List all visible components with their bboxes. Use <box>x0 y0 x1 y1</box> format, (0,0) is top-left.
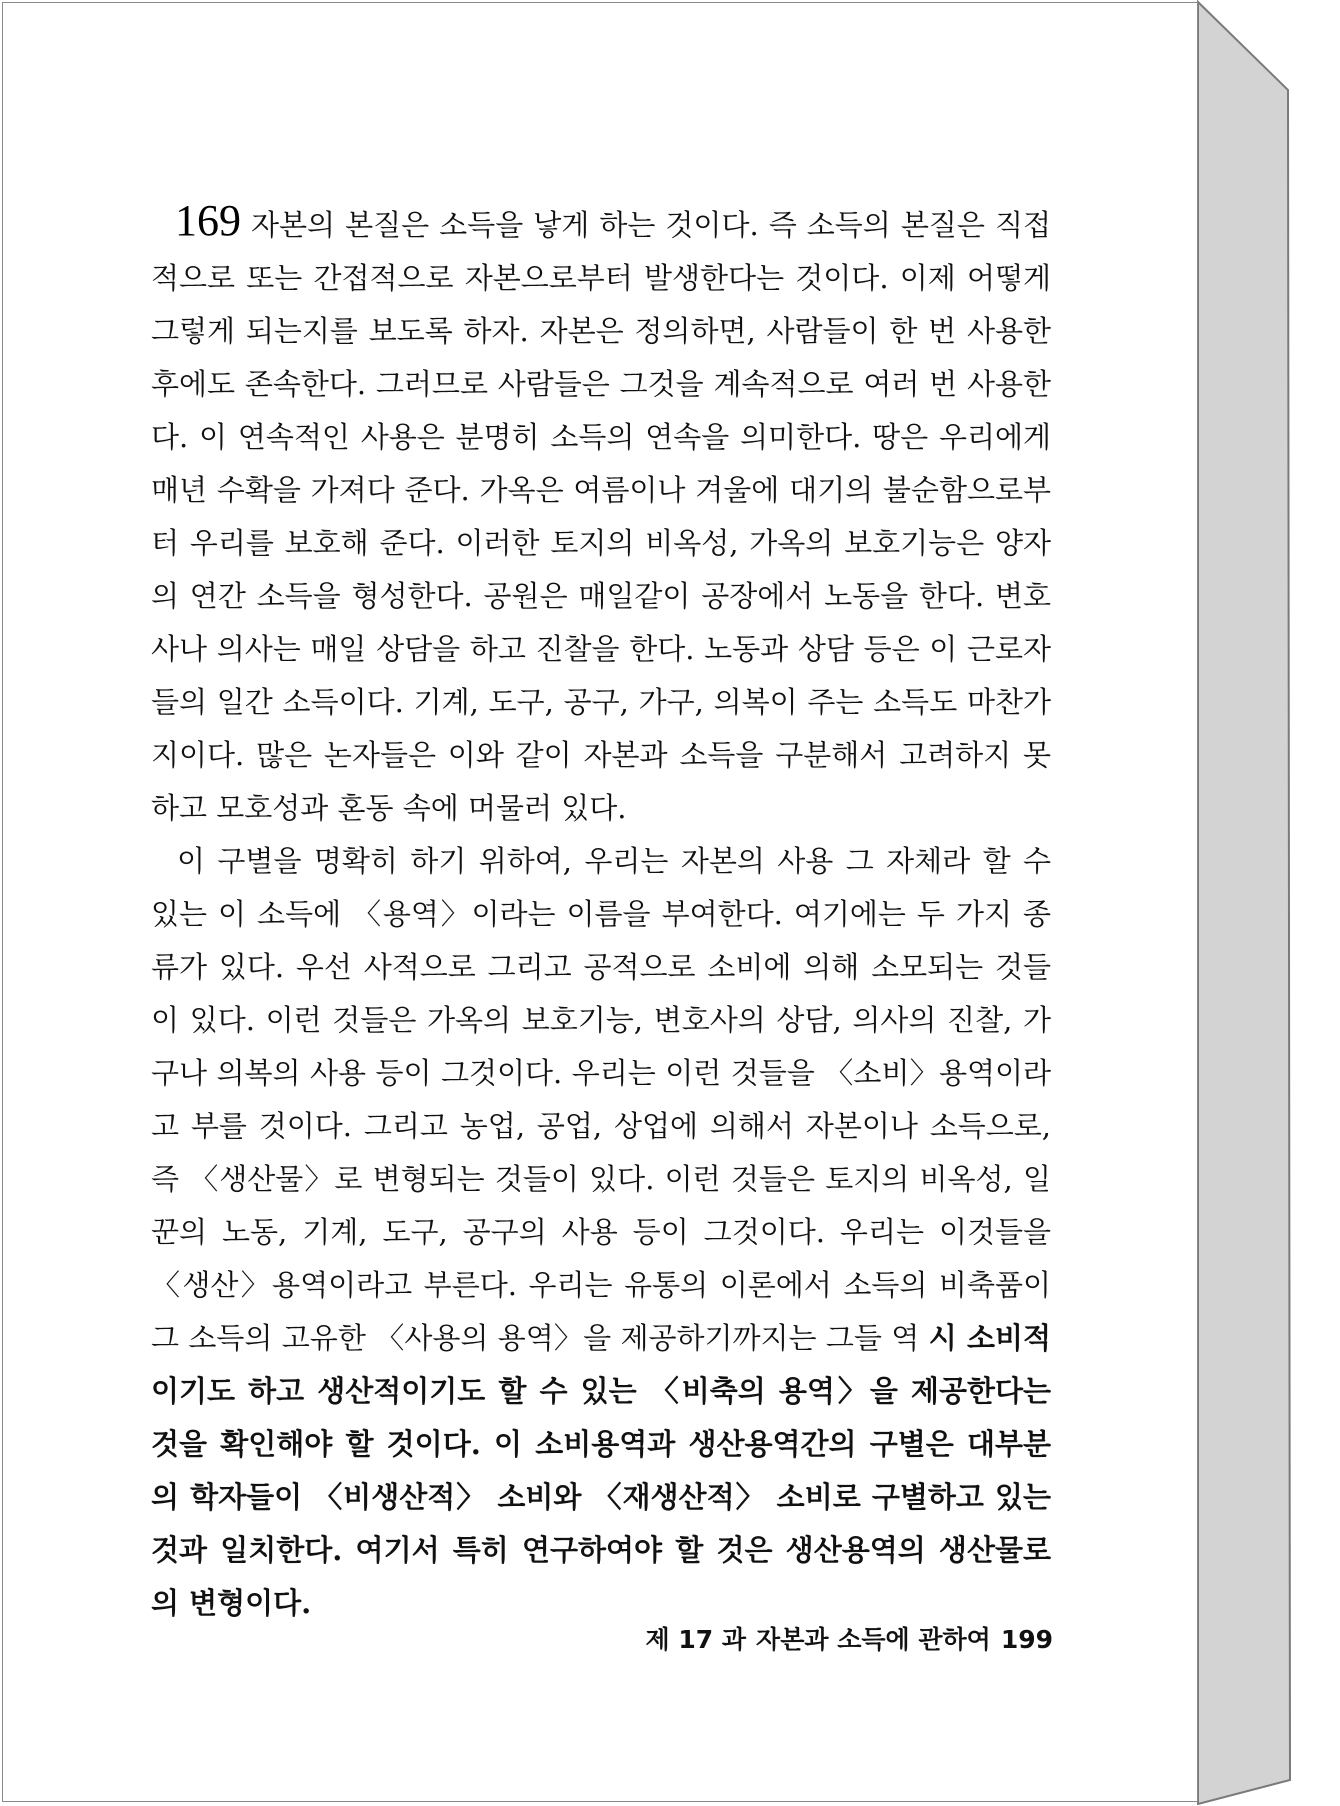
book-page <box>2 2 1198 1802</box>
running-footer <box>623 1620 1053 1656</box>
page-body <box>151 196 1052 1630</box>
paragraph-text-a: 이 구별을 명확히 하기 위하여, 우리는 자본의 사용 그 자체라 할 수 있는 이 소득에 〈용역〉이라는 이름을 부여한다. 여기에는 두 가지 종류가 있다. 우선 사적으로 그리고 공적으로 소비에 의해 소모되는 것들이 있다. 이런 것들은 가옥의 보호기능, 변호사의 상담, 의사의 진찰, 가구나 의복의 사용 등이 그것이다. 우리는 이런 것들을 〈소비〉용역이라고 부를 것이다. 그리고 농업, 공업, 상업에 의해서 자본이나 소득으로, 즉 〈생산물〉로 변형되는 것들이 있다. 이런 것들은 토지의 비옥성, 일꾼의 노동, 기계, 도구, 공구의 사용 등이 그것이다. 우리는 이것들을 〈생산〉용역이라고 부른다. 우리는 유통의 이론에서 소득의 비축품이 그 소득의 고유한 〈사용의 용역〉을 제공하기까지는 그들 역 <box>151 844 1051 1355</box>
footer-title: 자본과 소득에 관하여 <box>756 1625 991 1654</box>
paragraph-2 <box>151 835 1051 1630</box>
paragraph-number: 169 <box>175 196 241 245</box>
paragraph-text: 자본의 본질은 소득을 낳게 하는 것이다. 즉 소득의 본질은 직접적으로 또는 간접적으로 자본으로부터 발생한다는 것이다. 이제 어떻게 그렇게 되는지를 보도록 하자. 자본은 정의하면, 사람들이 한 번 사용한 후에도 존속한다. 그러므로 사람들은 그것을 계속적으로 여러 번 사용한다. 이 연속적인 사용은 분명히 소득의 연속을 의미한다. 땅은 우리에게 매년 수확을 가져다 준다. 가옥은 여름이나 겨울에 대기의 불순함으로부터 우리를 보호해 준다. 이러한 토지의 비옥성, 가옥의 보호기능은 양자의 연간 소득을 형성한다. 공원은 매일같이 공장에서 노동을 한다. 변호사나 의사는 매일 상담을 하고 진찰을 한다. 노동과 상담 등은 이 근로자들의 일간 소득이다. 기계, 도구, 공구, 가구, 의복이 주는 소득도 마찬가지이다. 많은 논자들은 이와 같이 자본과 소득을 구분해서 고려하지 못하고 모호성과 혼동 속에 머물러 있다. <box>151 208 1051 825</box>
footer-chapter: 제 17 과 <box>645 1625 747 1654</box>
page-number: 199 <box>1000 1625 1053 1654</box>
paragraph-text-b: 시 소비적이기도 하고 생산적이기도 할 수 있는 〈비축의 용역〉을 제공한다는 것을 확인해야 할 것이다. 이 소비용역과 생산용역간의 구별은 대부분의 학자들이 〈비생산적〉 소비와 〈재생산적〉 소비로 구별하고 있는 것과 일치한다. 여기서 특히 연구하여야 할 것은 생산용역의 생산물로의 변형이다. <box>151 1321 1052 1620</box>
paragraph-169 <box>151 196 1051 835</box>
